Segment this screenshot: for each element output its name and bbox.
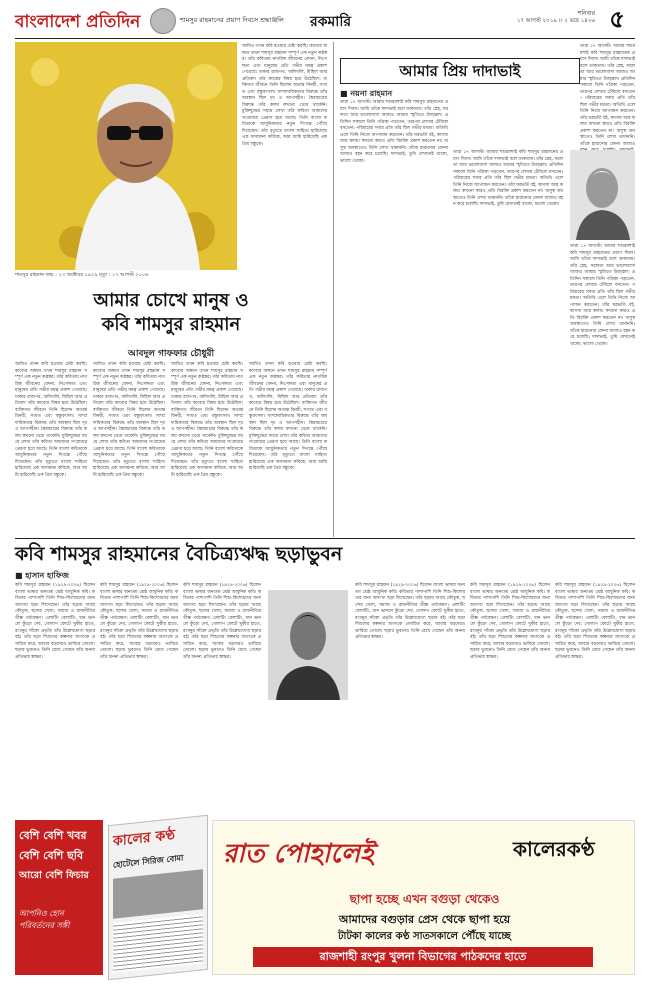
- second-article-col2: তারা ১৭ আগস্ট। আমার শশুরমশাই কবি শামসুর রাহমানের প্রয়াণ দিবস। আমি তাঁকে দাদাভাই বলে ডাকতাম। তাঁর স্নেহ, সরলতা আর ভালোবাসা আজও আমার স্মৃতিতে উজ্জ্বল। প্রতিদিন সকালে তিনি পত্রিকা পড়তেন, তারপর লেখার টেবিলে বসতেন। পরিবারের সবার প্রতি তাঁর ছিল গভীর মমতা। অতিথি এলে তিনি নিজে আপ্যায়ন করতেন। তাঁর ঘরভর্তি বই, কাগজ আর কলম। কখনো কারও প্রতি বিরক্তি প্রকাশ করতেন না। অসুস্থ অবস্থাতেও তিনি লেখা থামাননি। তাঁকে হারানোর বেদনা আজও বহন করে চলেছি। দাদাভাই, তুমি যেখানেই থাকো, ভালো থেকো।: [453, 150, 563, 207]
- right-ad-line1: ছাপা হচ্ছে এখন বগুড়া থেকেও: [349, 892, 500, 906]
- author-avatar: [150, 8, 176, 34]
- right-ad-line3: টাটকা কালের কণ্ঠ সাতসকালে পৌঁছে যাচ্ছে: [338, 931, 511, 942]
- third-article-col5: কবি শামসুর রাহমান (১৯২৯-২০০৬) ছিলেন বাংলা ভাষার অন্যতম শ্রেষ্ঠ আধুনিক কবি। কবিতার পাশাপাশি তিনি শিশু-কিশোরদের জন্য অসংখ্য ছড়া লিখেছেন। তাঁর ছড়ায় আছে কৌতুক, ছন্দের খেলা, সমাজ ও রাজনীতির তীক্ষ্ণ পর্যবেক্ষণ। এলাটিং বেলাটিং, ধান ভানলে কুঁড়ো দেব, গোলাপ ফোটে খুকীর হাতে, রংধনুর সাঁকো প্রভৃতি তাঁর উল্লেখযোগ্য ছড়ার বই। তাঁর ছড়া শিশুদের কল্পনার জগৎকে প্রসারিত করে, আবার বড়দেরও ভাবিয়ে তোলে। ছড়ার ভুবনেও তিনি রেখে গেছেন তাঁর অনন্য প্রতিভার স্বাক্ষর।: [470, 583, 550, 660]
- tagline: শামসুর রাহমানের প্রয়াণ দিবসে শ্রদ্ধাঞ্জলি: [180, 16, 284, 24]
- left-ad-line1: বেশি বেশি খবর: [19, 829, 87, 842]
- second-headline: আমার প্রিয় দাদাভাই: [399, 62, 521, 80]
- right-ad-brand: কালেরকণ্ঠ: [513, 837, 595, 861]
- newspaper-image-headline: হোটেলে সিরিজ বোমা: [113, 853, 184, 870]
- third-article-col3: কবি শামসুর রাহমান (১৯২৯-২০০৬) ছিলেন বাংলা ভাষার অন্যতম শ্রেষ্ঠ আধুনিক কবি। কবিতার পাশাপাশি তিনি শিশু-কিশোরদের জন্য অসংখ্য ছড়া লিখেছেন। তাঁর ছড়ায় আছে কৌতুক, ছন্দের খেলা, সমাজ ও রাজনীতির তীক্ষ্ণ পর্যবেক্ষণ। এলাটিং বেলাটিং, ধান ভানলে কুঁড়ো দেব, গোলাপ ফোটে খুকীর হাতে, রংধনুর সাঁকো প্রভৃতি তাঁর উল্লেখযোগ্য ছড়ার বই। তাঁর ছড়া শিশুদের কল্পনার জগৎকে প্রসারিত করে, আবার বড়দেরও ভাবিয়ে তোলে। ছড়ার ভুবনেও তিনি রেখে গেছেন তাঁর অনন্য প্রতিভার স্বাক্ষর।: [183, 583, 261, 660]
- right-ad-title: রাত পোহালেই: [223, 839, 374, 869]
- second-headline-box: [340, 58, 580, 84]
- main-article-col1: আমিও তখন কবি হওয়ার চেষ্টা করছি। কাব্যের অঙ্গনে তখন শামসুর রাহমান সম্পূর্ণ এক নতুন কণ্ঠস্বর। তাঁর কবিতায় নাগরিক জীবনের বেদনা, নিঃসঙ্গতা এবং মানুষের প্রতি গভীর মমত্ব প্রকাশ পেয়েছে। ঢাকার রাজপথ, অলিগলি, মিছিল আর প্রতিবাদ তাঁর কাব্যের বিষয় হয়ে উঠেছিল। ব্যক্তিগত জীবনে তিনি ছিলেন অত্যন্ত বিনয়ী, সংযত এবং বন্ধুবৎসল। সাম্প্রদায়িকতার বিরুদ্ধে তাঁর অবস্থান ছিল দৃঢ় ও আপসহীন। স্বৈরাচারের বিরুদ্ধে তাঁর কলম কখনো থেমে থাকেনি। মুক্তিযুদ্ধের সময়ে লেখা তাঁর কবিতা আমাদের সংগ্রামের প্রেরণা হয়ে আছে। তিনি বাংলা কবিতাকে আধুনিকতার নতুন দিগন্তে পৌঁছে দিয়েছেন। তাঁর মৃত্যুতে বাংলা সাহিত্য হারিয়েছে এক অসামান্য কবিকে, আর আমি হারিয়েছি এক প্রিয় বন্ধুকে।: [15, 362, 87, 478]
- third-article-col4: কবি শামসুর রাহমান (১৯২৯-২০০৬) ছিলেন বাংলা ভাষার অন্যতম শ্রেষ্ঠ আধুনিক কবি। কবিতার পাশাপাশি তিনি শিশু-কিশোরদের জন্য অসংখ্য ছড়া লিখেছেন। তাঁর ছড়ায় আছে কৌতুক, ছন্দের খেলা, সমাজ ও রাজনীতির তীক্ষ্ণ পর্যবেক্ষণ। এলাটিং বেলাটিং, ধান ভানলে কুঁড়ো দেব, গোলাপ ফোটে খুকীর হাতে, রংধনুর সাঁকো প্রভৃতি তাঁর উল্লেখযোগ্য ছড়ার বই। তাঁর ছড়া শিশুদের কল্পনার জগৎকে প্রসারিত করে, আবার বড়দেরও ভাবিয়ে তোলে। ছড়ার ভুবনেও তিনি রেখে গেছেন তাঁর অনন্য প্রতিভার স্বাক্ষর।: [355, 583, 465, 640]
- third-article-col2: কবি শামসুর রাহমান (১৯২৯-২০০৬) ছিলেন বাংলা ভাষার অন্যতম শ্রেষ্ঠ আধুনিক কবি। কবিতার পাশাপাশি তিনি শিশু-কিশোরদের জন্য অসংখ্য ছড়া লিখেছেন। তাঁর ছড়ায় আছে কৌতুক, ছন্দের খেলা, সমাজ ও রাজনীতির তীক্ষ্ণ পর্যবেক্ষণ। এলাটিং বেলাটিং, ধান ভানলে কুঁড়ো দেব, গোলাপ ফোটে খুকীর হাতে, রংধনুর সাঁকো প্রভৃতি তাঁর উল্লেখযোগ্য ছড়ার বই। তাঁর ছড়া শিশুদের কল্পনার জগৎকে প্রসারিত করে, আবার বড়দেরও ভাবিয়ে তোলে। ছড়ার ভুবনেও তিনি রেখে গেছেন তাঁর অনন্য প্রতিভার স্বাক্ষর।: [100, 583, 178, 660]
- day-label: শনিবার: [577, 10, 595, 17]
- main-headline-line1: আমার চোখে মানুষ ও: [93, 290, 249, 311]
- newspaper-image-photo: [113, 869, 203, 918]
- third-byline: ■ হাসান হাফিজ: [15, 571, 69, 580]
- right-ad-line2: আমাদের বগুড়ার প্রেস থেকে ছাপা হয়ে: [338, 913, 511, 926]
- main-article-col2: আমিও তখন কবি হওয়ার চেষ্টা করছি। কাব্যের অঙ্গনে তখন শামসুর রাহমান সম্পূর্ণ এক নতুন কণ্ঠস্বর। তাঁর কবিতায় নাগরিক জীবনের বেদনা, নিঃসঙ্গতা এবং মানুষের প্রতি গভীর মমত্ব প্রকাশ পেয়েছে। ঢাকার রাজপথ, অলিগলি, মিছিল আর প্রতিবাদ তাঁর কাব্যের বিষয় হয়ে উঠেছিল। ব্যক্তিগত জীবনে তিনি ছিলেন অত্যন্ত বিনয়ী, সংযত এবং বন্ধুবৎসল। সাম্প্রদায়িকতার বিরুদ্ধে তাঁর অবস্থান ছিল দৃঢ় ও আপসহীন। স্বৈরাচারের বিরুদ্ধে তাঁর কলম কখনো থেমে থাকেনি। মুক্তিযুদ্ধের সময়ে লেখা তাঁর কবিতা আমাদের সংগ্রামের প্রেরণা হয়ে আছে। তিনি বাংলা কবিতাকে আধুনিকতার নতুন দিগন্তে পৌঁছে দিয়েছেন। তাঁর মৃত্যুতে বাংলা সাহিত্য হারিয়েছে এক অসামান্য কবিকে, আর আমি হারিয়েছি এক প্রিয় বন্ধুকে।: [93, 362, 165, 478]
- third-headline: কবি শামসুর রাহমানের বৈচিত্র্যঋদ্ধ ছড়াভুবন: [15, 543, 343, 565]
- main-headline-line2: কবি শামসুর রাহমান: [101, 314, 241, 335]
- left-ad-line2: বেশি বেশি ছবি: [19, 849, 84, 862]
- left-ad-line3: আরো বেশি ফিচার: [19, 870, 89, 881]
- poet-photo: [15, 42, 237, 270]
- newspaper-logo: বাংলাদেশ প্রতিদিন: [15, 12, 141, 32]
- third-article-photo: [268, 590, 348, 700]
- page-number: ৫: [609, 5, 625, 33]
- header-divider: [15, 38, 635, 39]
- column-divider: [333, 42, 334, 537]
- section-divider: [15, 538, 635, 539]
- third-article-col6: কবি শামসুর রাহমান (১৯২৯-২০০৬) ছিলেন বাংলা ভাষার অন্যতম শ্রেষ্ঠ আধুনিক কবি। কবিতার পাশাপাশি তিনি শিশু-কিশোরদের জন্য অসংখ্য ছড়া লিখেছেন। তাঁর ছড়ায় আছে কৌতুক, ছন্দের খেলা, সমাজ ও রাজনীতির তীক্ষ্ণ পর্যবেক্ষণ। এলাটিং বেলাটিং, ধান ভানলে কুঁড়ো দেব, গোলাপ ফোটে খুকীর হাতে, রংধনুর সাঁকো প্রভৃতি তাঁর উল্লেখযোগ্য ছড়ার বই। তাঁর ছড়া শিশুদের কল্পনার জগৎকে প্রসারিত করে, আবার বড়দেরও ভাবিয়ে তোলে। ছড়ার ভুবনেও তিনি রেখে গেছেন তাঁর অনন্য প্রতিভার স্বাক্ষর।: [555, 583, 635, 660]
- second-article-intro: তারা ১৭ আগস্ট। আমার শশুরমশাই কবি শামসুর রাহমানের প্রয়াণ দিবস। আমি তাঁকে দাদাভাই বলে ডাকতাম। তাঁর স্নেহ, সরলতা আর ভালোবাসা আজও আমার স্মৃতিতে উজ্জ্বল। প্রতিদিন সকালে তিনি পত্রিকা পড়তেন, তারপর লেখার টেবিলে বসতেন। পরিবারের সবার প্রতি তাঁর ছিল গভীর মমতা। অতিথি এলে তিনি নিজে আপ্যায়ন করতেন। তাঁর ঘরভর্তি বই, কাগজ আর কলম। কখনো কারও প্রতি বিরক্তি প্রকাশ করতেন না। অসুস্থ অবস্থাতেও তিনি লেখা থামাননি। তাঁকে হারানোর বেদনা আজও: [580, 44, 635, 147]
- main-article-side-text: আমিও তখন কবি হওয়ার চেষ্টা করছি। কাব্যের অঙ্গনে তখন শামসুর রাহমান সম্পূর্ণ এক নতুন কণ্ঠস্বর। তাঁর কবিতায় নাগরিক জীবনের বেদনা, নিঃসঙ্গতা এবং মানুষের প্রতি গভীর মমত্ব প্রকাশ পেয়েছে। ঢাকার রাজপথ, অলিগলি, মিছিল আর প্রতিবাদ তাঁর কাব্যের বিষয় হয়ে উঠেছিল। ব্যক্তিগত জীবনে তিনি ছিলেন অত্যন্ত বিনয়ী, সংযত এবং বন্ধুবৎসল। সাম্প্রদায়িকতার বিরুদ্ধে তাঁর অবস্থান ছিল দৃঢ় ও আপসহীন। স্বৈরাচারের বিরুদ্ধে তাঁর কলম কখনো থেমে থাকেনি। মুক্তিযুদ্ধের সময়ে লেখা তাঁর কবিতা আমাদের সংগ্রামের প্রেরণা হয়ে আছে। তিনি বাংলা কবিতাকে আধুনিকতার নতুন দিগন্তে পৌঁছে দিয়েছেন। তাঁর মৃত্যুতে বাংলা সাহিত্য হারিয়েছে এক অসামান্য কবিকে, আর আমি হারিয়েছি এক প্রিয় বন্ধুকে।: [242, 44, 327, 147]
- main-article-col3: আমিও তখন কবি হওয়ার চেষ্টা করছি। কাব্যের অঙ্গনে তখন শামসুর রাহমান সম্পূর্ণ এক নতুন কণ্ঠস্বর। তাঁর কবিতায় নাগরিক জীবনের বেদনা, নিঃসঙ্গতা এবং মানুষের প্রতি গভীর মমত্ব প্রকাশ পেয়েছে। ঢাকার রাজপথ, অলিগলি, মিছিল আর প্রতিবাদ তাঁর কাব্যের বিষয় হয়ে উঠেছিল। ব্যক্তিগত জীবনে তিনি ছিলেন অত্যন্ত বিনয়ী, সংযত এবং বন্ধুবৎসল। সাম্প্রদায়িকতার বিরুদ্ধে তাঁর অবস্থান ছিল দৃঢ় ও আপসহীন। স্বৈরাচারের বিরুদ্ধে তাঁর কলম কখনো থেমে থাকেনি। মুক্তিযুদ্ধের সময়ে লেখা তাঁর কবিতা আমাদের সংগ্রামের প্রেরণা হয়ে আছে। তিনি বাংলা কবিতাকে আধুনিকতার নতুন দিগন্তে পৌঁছে দিয়েছেন। তাঁর মৃত্যুতে বাংলা সাহিত্য হারিয়েছে এক অসামান্য কবিকে, আর আমি হারিয়েছি এক প্রিয় বন্ধুকে।: [171, 362, 243, 478]
- photo-caption: শামসুর রাহমান জন্ম : ২৩ অক্টোবর ১৯২৯ মৃত্যু : ১৭ আগস্ট ২০০৬: [15, 272, 149, 278]
- second-article-photo: [570, 150, 635, 240]
- newspaper-image-text-lines: [113, 913, 203, 972]
- second-byline: ■ নয়না রাহমান: [340, 89, 393, 98]
- section-title: রকমারি: [310, 14, 352, 30]
- main-article-col4: আমিও তখন কবি হওয়ার চেষ্টা করছি। কাব্যের অঙ্গনে তখন শামসুর রাহমান সম্পূর্ণ এক নতুন কণ্ঠস্বর। তাঁর কবিতায় নাগরিক জীবনের বেদনা, নিঃসঙ্গতা এবং মানুষের প্রতি গভীর মমত্ব প্রকাশ পেয়েছে। ঢাকার রাজপথ, অলিগলি, মিছিল আর প্রতিবাদ তাঁর কাব্যের বিষয় হয়ে উঠেছিল। ব্যক্তিগত জীবনে তিনি ছিলেন অত্যন্ত বিনয়ী, সংযত এবং বন্ধুবৎসল। সাম্প্রদায়িকতার বিরুদ্ধে তাঁর অবস্থান ছিল দৃঢ় ও আপসহীন। স্বৈরাচারের বিরুদ্ধে তাঁর কলম কখনো থেমে থাকেনি। মুক্তিযুদ্ধের সময়ে লেখা তাঁর কবিতা আমাদের সংগ্রামের প্রেরণা হয়ে আছে। তিনি বাংলা কবিতাকে আধুনিকতার নতুন দিগন্তে পৌঁছে দিয়েছেন। তাঁর মৃত্যুতে বাংলা সাহিত্য হারিয়েছে এক অসামান্য কবিকে, আর আমি হারিয়েছি এক প্রিয় বন্ধুকে।: [249, 362, 327, 471]
- left-ad: [15, 820, 103, 975]
- right-ad: [212, 820, 635, 975]
- newspaper-image: [108, 815, 208, 981]
- left-ad-slogan: আপনিও হোন পরিবর্তনের সঙ্গী: [19, 909, 70, 930]
- third-article-col1: কবি শামসুর রাহমান (১৯২৯-২০০৬) ছিলেন বাংলা ভাষার অন্যতম শ্রেষ্ঠ আধুনিক কবি। কবিতার পাশাপাশি তিনি শিশু-কিশোরদের জন্য অসংখ্য ছড়া লিখেছেন। তাঁর ছড়ায় আছে কৌতুক, ছন্দের খেলা, সমাজ ও রাজনীতির তীক্ষ্ণ পর্যবেক্ষণ। এলাটিং বেলাটিং, ধান ভানলে কুঁড়ো দেব, গোলাপ ফোটে খুকীর হাতে, রংধনুর সাঁকো প্রভৃতি তাঁর উল্লেখযোগ্য ছড়ার বই। তাঁর ছড়া শিশুদের কল্পনার জগৎকে প্রসারিত করে, আবার বড়দেরও ভাবিয়ে তোলে। ছড়ার ভুবনেও তিনি রেখে গেছেন তাঁর অনন্য প্রতিভার স্বাক্ষর।: [15, 583, 95, 660]
- date-label: ১৭ আগস্ট ২০১৯ ।। ২ ভাদ্র ১৪২৬: [516, 18, 595, 24]
- newspaper-image-name: কালের কণ্ঠ: [113, 827, 175, 850]
- right-ad-line4: রাজশাহী রংপুর খুলনা বিভাগের পাঠকদের হাতে: [253, 947, 593, 967]
- second-article-col1: তারা ১৭ আগস্ট। আমার শশুরমশাই কবি শামসুর রাহমানের প্রয়াণ দিবস। আমি তাঁকে দাদাভাই বলে ডাকতাম। তাঁর স্নেহ, সরলতা আর ভালোবাসা আজও আমার স্মৃতিতে উজ্জ্বল। প্রতিদিন সকালে তিনি পত্রিকা পড়তেন, তারপর লেখার টেবিলে বসতেন। পরিবারের সবার প্রতি তাঁর ছিল গভীর মমতা। অতিথি এলে তিনি নিজে আপ্যায়ন করতেন। তাঁর ঘরভর্তি বই, কাগজ আর কলম। কখনো কারও প্রতি বিরক্তি প্রকাশ করতেন না। অসুস্থ অবস্থাতেও তিনি লেখা থামাননি। তাঁকে হারানোর বেদনা আজও বহন করে চলেছি। দাদাভাই, তুমি যেখানেই থাকো, ভালো থেকো।: [340, 100, 448, 164]
- main-byline: আবদুল গাফফার চৌধুরী: [127, 349, 215, 359]
- second-article-col3: তারা ১৭ আগস্ট। আমার শশুরমশাই কবি শামসুর রাহমানের প্রয়াণ দিবস। আমি তাঁকে দাদাভাই বলে ডাকতাম। তাঁর স্নেহ, সরলতা আর ভালোবাসা আজও আমার স্মৃতিতে উজ্জ্বল। প্রতিদিন সকালে তিনি পত্রিকা পড়তেন, তারপর লেখার টেবিলে বসতেন। পরিবারের সবার প্রতি তাঁর ছিল গভীর মমতা। অতিথি এলে তিনি নিজে আপ্যায়ন করতেন। তাঁর ঘরভর্তি বই, কাগজ আর কলম। কখনো কারও প্রতি বিরক্তি প্রকাশ করতেন না। অসুস্থ অবস্থাতেও তিনি লেখা থামাননি। তাঁকে হারানোর বেদনা আজও বহন করে চলেছি। দাদাভাই, তুমি যেখানেই থাকো, ভালো থেকো।: [570, 244, 635, 347]
